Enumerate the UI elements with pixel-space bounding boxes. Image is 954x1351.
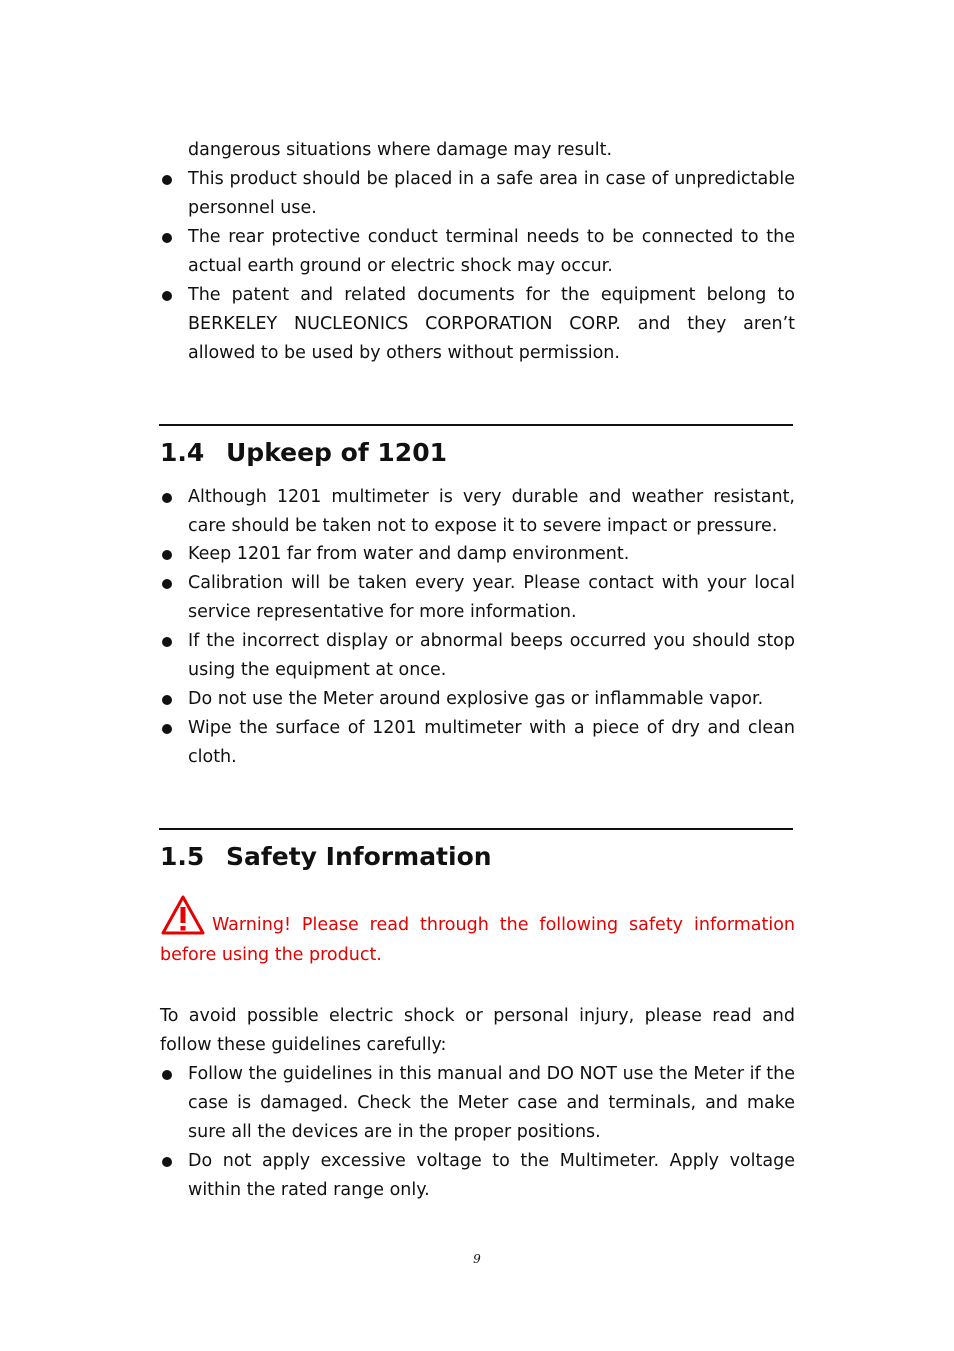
continuation-text: dangerous situations where damage may result. [188,140,613,160]
list-item-text: Although 1201 multimeter is very durable and weather resistant, care should be taken not to expose it to severe impact or pressure. [188,487,795,536]
list-item-text: Do not use the Meter around explosive gas or inflammable vapor. [188,689,764,709]
list-item [160,1060,795,1147]
list-item [160,569,795,627]
bullet-icon [162,637,172,647]
section-title: Upkeep of 1201 [226,438,447,467]
bullet-icon [162,233,172,243]
list-item-text: Follow the guidelines in this manual and DO NOT use the Meter if the case is damaged. Check the Meter case and terminals, and make sure all the devices are in the proper positions. [188,1064,795,1142]
warning-text: Warning! Please read through the following safety information before using the product. [160,915,795,965]
section-number: 1.4 [160,438,205,467]
bullet-icon [162,1157,172,1167]
bullet-icon [162,695,172,705]
list-item-text: Keep 1201 far from water and damp environment. [188,544,630,564]
list-item-text: The patent and related documents for the equipment belong to BERKELEY NUCLEONICS CORPORATION CORP. and they aren’t allowed to be used by others without permission. [188,285,795,363]
list-item-text: Calibration will be taken every year. Please contact with your local service representative for more information. [188,573,795,622]
section-heading [160,438,447,467]
section-divider [159,424,793,426]
list-item [160,165,795,223]
list-item-text: The rear protective conduct terminal needs to be connected to the actual earth ground or electric shock may occur. [188,227,795,276]
bullet-icon [162,550,172,560]
list-item [160,714,795,772]
bullet-icon [162,1070,172,1080]
bullet-icon [162,724,172,734]
page-number: 9 [473,1252,481,1266]
list-item-text: This product should be placed in a safe area in case of unpredictable personnel use. [188,169,795,218]
section-heading [160,842,492,871]
list-item [160,1147,795,1205]
list-item [160,685,795,714]
list-item [160,281,795,368]
warning-triangle-icon [160,894,206,936]
section-divider [159,828,793,830]
bullet-icon [162,493,172,503]
list-item-text: Do not apply excessive voltage to the Multimeter. Apply voltage within the rated range only. [188,1151,795,1200]
bullet-icon [162,291,172,301]
bullet-icon [162,579,172,589]
list-item-text: If the incorrect display or abnormal beeps occurred you should stop using the equipment at once. [188,631,795,680]
section-title: Safety Information [226,842,492,871]
bullet-icon [162,175,172,185]
section-number: 1.5 [160,842,205,871]
list-item [160,483,795,541]
list-item [160,540,795,569]
warning-notice [160,894,795,970]
list-item [160,223,795,281]
list-item-text: Wipe the surface of 1201 multimeter with a piece of dry and clean cloth. [188,718,795,767]
list-item [160,627,795,685]
intro-paragraph: To avoid possible electric shock or personal injury, please read and follow these guidelines carefully: [160,1006,795,1055]
